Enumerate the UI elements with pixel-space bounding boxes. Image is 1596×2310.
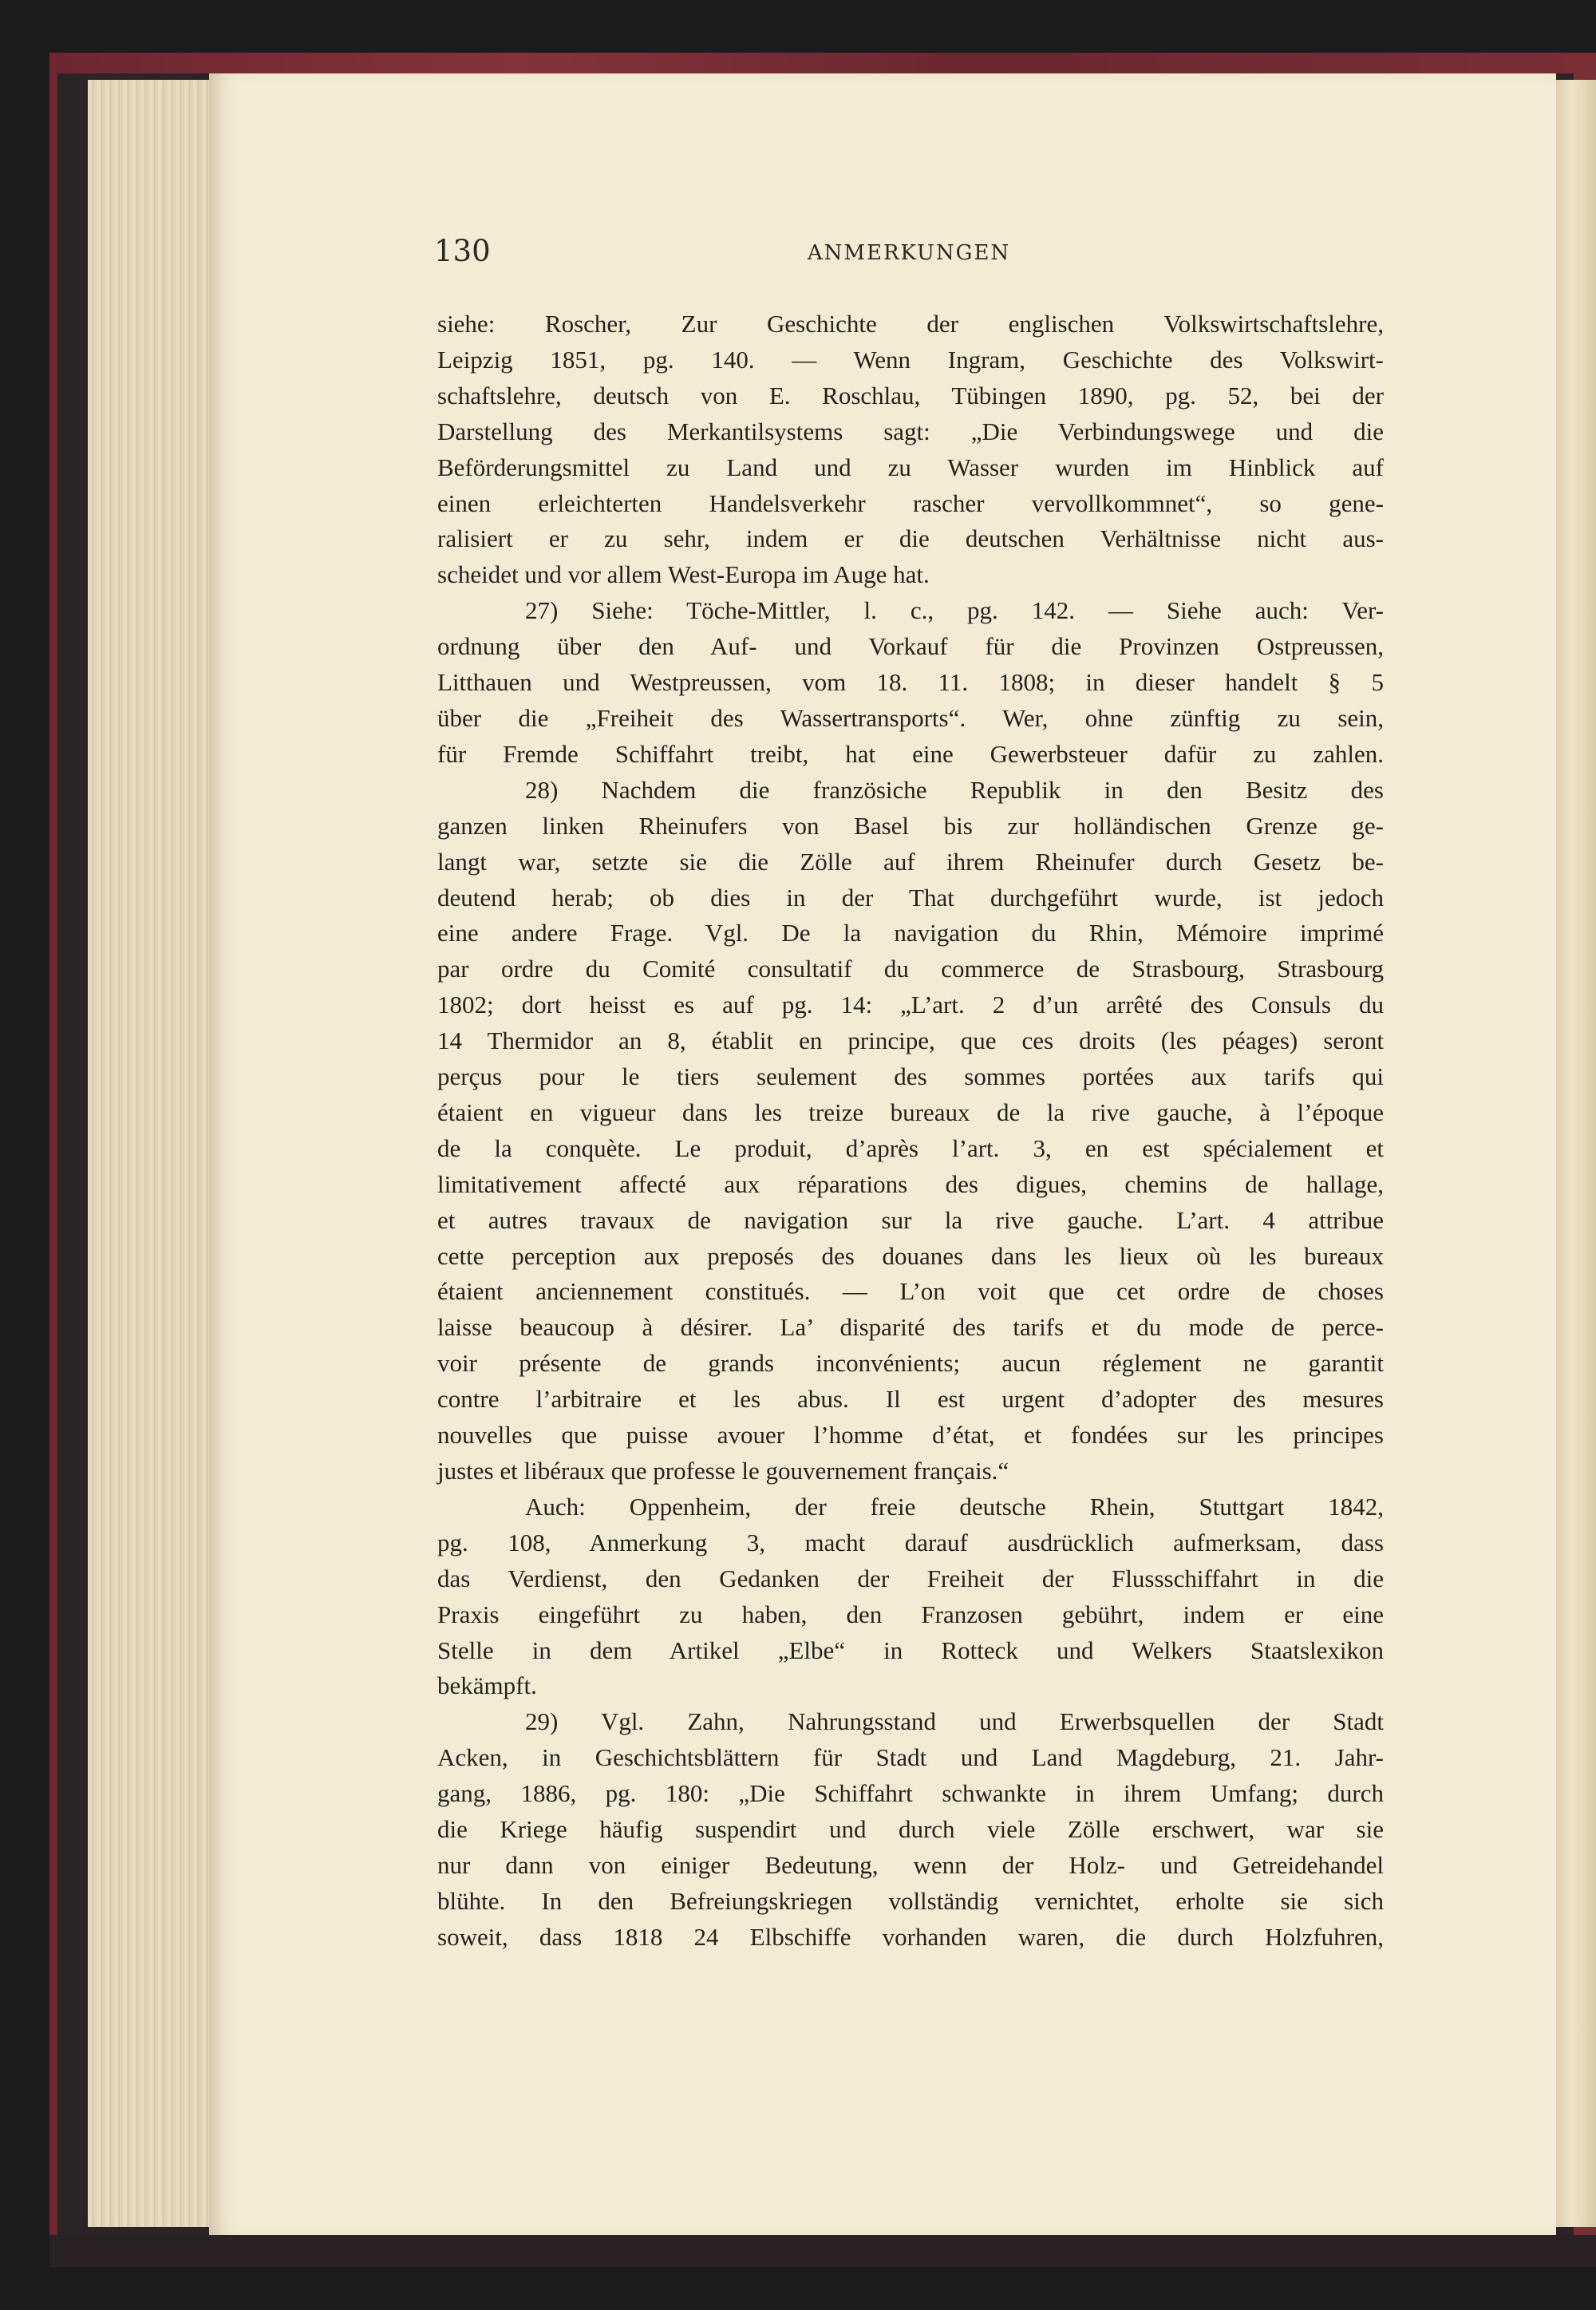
- text-line: eine andere Frage. Vgl. De la navigation du Rhin, Mémoire imprimé: [437, 919, 1384, 947]
- text-line: par ordre du Comité consultatif du commerce de Strasbourg, Strasbourg: [437, 955, 1384, 983]
- text-line: cette perception aux preposés des douanes dans les lieux où les bureaux: [437, 1241, 1384, 1270]
- text-line: Acken, in Geschichtsblättern für Stadt und Land Magdeburg, 21. Jahr-: [437, 1743, 1384, 1772]
- page-edges: [88, 80, 215, 2227]
- running-head: ANMERKUNGEN: [807, 241, 1011, 265]
- text-line: nur dann von einiger Bedeutung, wenn der Holz- und Getreidehandel: [437, 1850, 1384, 1879]
- text-line: pg. 108, Anmerkung 3, macht darauf ausdrücklich aufmerksam, dass: [437, 1528, 1384, 1556]
- text-line: ordnung über den Auf- und Vorkauf für die Provinzen Ostpreussen,: [437, 632, 1384, 661]
- text-line: die Kriege häufig suspendirt und durch viele Zölle erschwert, war sie: [437, 1815, 1384, 1844]
- text-line: einen erleichterten Handelsverkehr rascher vervollkommnet“, so gene-: [437, 489, 1384, 517]
- text-line: Praxis eingeführt zu haben, den Franzosen gebührt, indem er eine: [437, 1600, 1384, 1628]
- text-line: étaient en vigueur dans les treize bureaux de la rive gauche, à l’époque: [437, 1098, 1384, 1126]
- text-line: für Fremde Schiffahrt treibt, hat eine Gewerbsteuer dafür zu zahlen.: [437, 739, 1384, 768]
- text-line: voir présente de grands inconvénients; aucun réglement ne garantit: [437, 1349, 1384, 1378]
- text-line: ganzen linken Rheinufers von Basel bis zur holländischen Grenze ge-: [437, 811, 1384, 840]
- body-text: [437, 307, 1384, 1956]
- text-line: contre l’arbitraire et les abus. Il est urgent d’adopter des mesures: [437, 1385, 1384, 1414]
- text-line: deutend herab; ob dies in der That durchgeführt wurde, ist jedoch: [437, 883, 1384, 912]
- text-line: Beförderungsmittel zu Land und zu Wasser wurden im Hinblick auf: [437, 453, 1384, 481]
- text-line: schaftslehre, deutsch von E. Roschlau, Tübingen 1890, pg. 52, bei der: [437, 381, 1384, 409]
- paragraph-auch-start: Auch: Oppenheim, der freie deutsche Rhein, Stuttgart 1842,: [525, 1492, 1384, 1521]
- text-line: étaient anciennement constitués. — L’on voit que cet ordre de choses: [437, 1277, 1384, 1306]
- text-line: blühte. In den Befreiungskriegen vollständig vernichtet, erholte sie sich: [437, 1886, 1384, 1915]
- footnote-28-start: 28) Nachdem die französiche Republik in den Besitz des: [525, 775, 1384, 804]
- text-line: de la conquète. Le produit, d’après l’art. 3, en est spécialement et: [437, 1133, 1384, 1162]
- text-line: 14 Thermidor an 8, établit en principe, que ces droits (les péages) seront: [437, 1026, 1384, 1055]
- text-line: bekämpft.: [437, 1671, 537, 1700]
- page-number: 130: [434, 234, 491, 268]
- text-line: langt war, setzte sie die Zölle auf ihrem Rheinufer durch Gesetz be-: [437, 847, 1384, 876]
- text-line: 1802; dort heisst es auf pg. 14: „L’art. 2 d’un arrêté des Consuls du: [437, 991, 1384, 1019]
- text-line: Stelle in dem Artikel „Elbe“ in Rotteck und Welkers Staatslexikon: [437, 1636, 1384, 1664]
- cover-bottom: [49, 2235, 1596, 2267]
- footnote-29-start: 29) Vgl. Zahn, Nahrungsstand und Erwerbsquellen der Stadt: [525, 1707, 1384, 1736]
- text-line: perçus pour le tiers seulement des sommes portées aux tarifs qui: [437, 1062, 1384, 1091]
- text-line: Darstellung des Merkantilsystems sagt: „Die Verbindungswege und die: [437, 417, 1384, 445]
- page-header: [434, 231, 1384, 271]
- text-line: laisse beaucoup à désirer. La’ disparité des tarifs et du mode de perce-: [437, 1313, 1384, 1342]
- text-line: soweit, dass 1818 24 Elbschiffe vorhanden waren, die durch Holzfuhren,: [437, 1922, 1384, 1951]
- text-line: Litthauen und Westpreussen, vom 18. 11. 1808; in dieser handelt § 5: [437, 668, 1384, 697]
- text-line: über die „Freiheit des Wassertransports“. Wer, ohne zünftig zu sein,: [437, 703, 1384, 732]
- text-line: justes et libéraux que professe le gouvernement français.“: [437, 1457, 1009, 1485]
- text-line: nouvelles que puisse avouer l’homme d’état, et fondées sur les principes: [437, 1421, 1384, 1450]
- text-line: gang, 1886, pg. 180: „Die Schiffahrt schwankte in ihrem Umfang; durch: [437, 1779, 1384, 1808]
- text-line: scheidet und vor allem West-Europa im Auge hat.: [437, 560, 930, 589]
- facing-page-edge: [1556, 80, 1596, 2227]
- text-line: das Verdienst, den Gedanken der Freiheit der Flussschiffahrt in die: [437, 1564, 1384, 1592]
- footnote-27-start: 27) Siehe: Töche-Mittler, l. c., pg. 142. — Siehe auch: Ver-: [525, 596, 1384, 625]
- text-line: Leipzig 1851, pg. 140. — Wenn Ingram, Geschichte des Volkswirt-: [437, 345, 1384, 374]
- text-line: siehe: Roscher, Zur Geschichte der englischen Volkswirtschaftslehre,: [437, 310, 1384, 338]
- text-line: limitativement affecté aux réparations des digues, chemins de hallage,: [437, 1169, 1384, 1198]
- text-line: ralisiert er zu sehr, indem er die deutschen Verhältnisse nicht aus-: [437, 524, 1384, 553]
- text-line: et autres travaux de navigation sur la rive gauche. L’art. 4 attribue: [437, 1205, 1384, 1234]
